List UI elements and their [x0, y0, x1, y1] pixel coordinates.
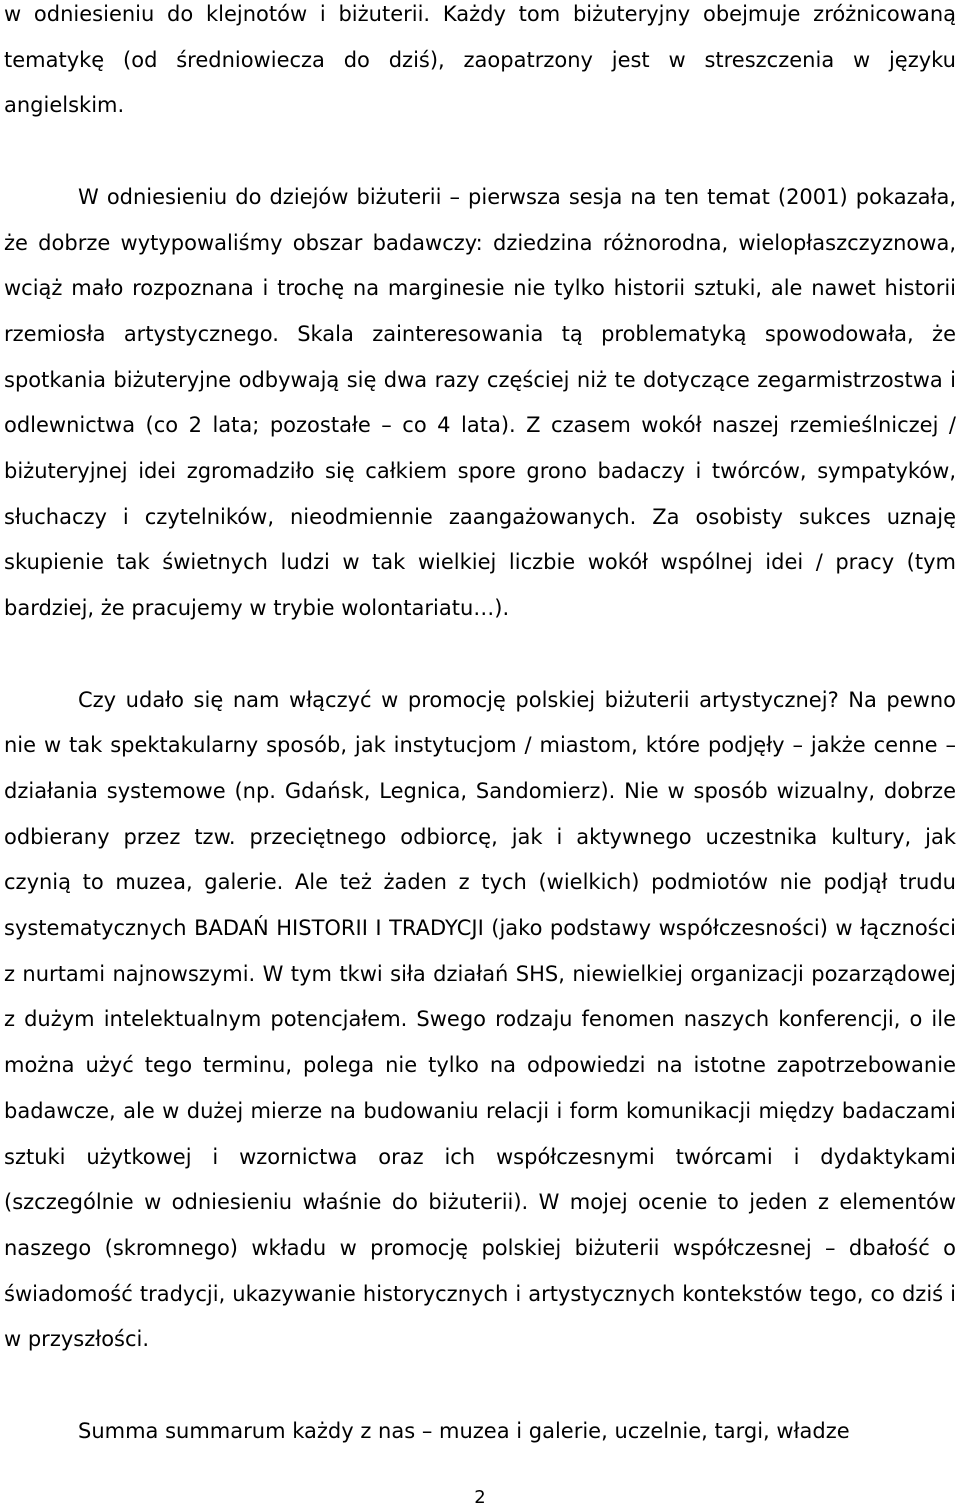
paragraph-continuation: w odniesieniu do klejnotów i biżuterii. Każdy tom biżuteryjny obejmuje zróżnicowaną tematykę (od średniowiecza do dziś), zaopatrzony jest w streszczenia w języku angielskim. [4, 2, 956, 118]
paragraph-jewelry-history: W odniesieniu do dziejów biżuterii – pierwsza sesja na ten temat (2001) pokazała, że dobrze wytypowaliśmy obszar badawczy: dziedzina różnorodna, wielopłaszczyznowa, wciąż mało rozpoznana i trochę na marginesie nie tylko historii sztuki, ale nawet historii rzemiosła artystycznego. Skala zainteresowania tą problematyką spowodowała, że spotkania biżuteryjne odbywają się dwa razy częściej niż te dotyczące zegarmistrzostwa i odlewnictwa (co 2 lata; pozostałe – co 4 lata). Z czasem wokół naszej rzemieślniczej / biżuteryjnej idei zgromadziło się całkiem spore grono badaczy i twórców, sympatyków, słuchaczy i czytelników, nieodmiennie zaangażowanych. Za osobisty sukces uznaję skupienie tak świetnych ludzi w tak wielkiej liczbie wokół wspólnej idei / pracy (tym bardziej, że pracujemy w trybie wolontariatu…). [4, 184, 956, 621]
paragraph-promotion: Czy udało się nam włączyć w promocję polskiej biżuterii artystycznej? Na pewno nie w tak spektakularny sposób, jak instytucjom / miastom, które podjęły – jakże cenne – działania systemowe (np. Gdańsk, Legnica, Sandomierz). Nie w sposób wizualny, dobrze odbierany przez tzw. przeciętnego odbiorcę, jak i aktywnego uczestnika kultury, jak czynią to muzea, galerie. Ale też żaden z tych (wielkich) podmiotów nie podjął trudu systematycznych BADAŃ HISTORII I TRADYCJI (jako podstawy współczesności) w łączności z nurtami najnowszymi. W tym tkwi siła działań SHS, niewielkiej organizacji pozarządowej z dużym intelektualnym potencjałem. Swego rodzaju fenomen naszych konferencji, o ile można użyć tego terminu, polega nie tylko na odpowiedzi na istotne zapotrzebowanie badawcze, ale w dużej mierze na budowaniu relacji i form komunikacji między badaczami sztuki użytkowej i wzornictwa oraz ich współczesnymi twórcami i dydaktykami (szczególnie w odniesieniu właśnie do biżuterii). W mojej ocenie to jeden z elementów naszego (skromnego) wkładu w promocję polskiej biżuterii współczesnej – dbałość o świadomość tradycji, ukazywanie historycznych i artystycznych kontekstów tego, co dziś i w przyszłości. [4, 687, 956, 1352]
paragraph-summary: Summa summarum każdy z nas – muzea i galerie, uczelnie, targi, władze [78, 1418, 850, 1443]
document-page [4, 0, 956, 1454]
page-number: 2 [474, 1487, 486, 1508]
